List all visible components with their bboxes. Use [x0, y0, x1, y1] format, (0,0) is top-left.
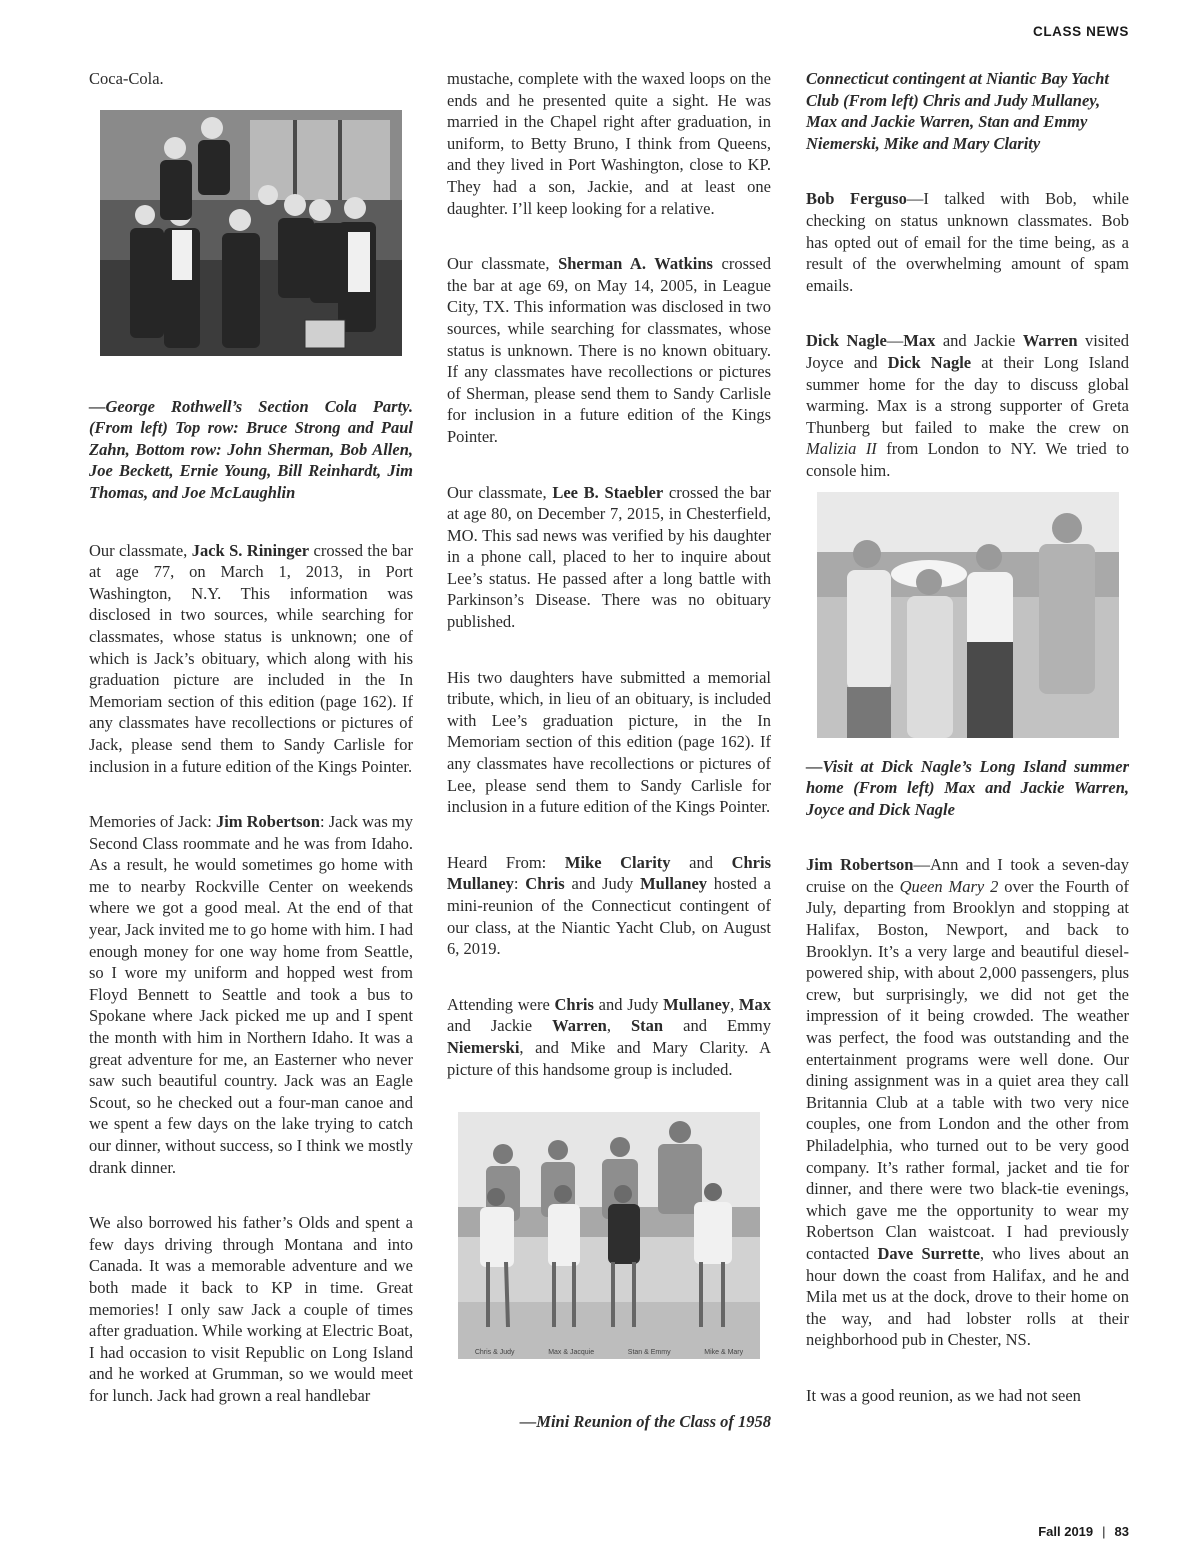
text: and Jackie: [447, 1016, 553, 1036]
reunion-paragraph: It was a good reunion, as we had not seen: [806, 1385, 1081, 1405]
text: Our classmate,: [447, 482, 553, 502]
classmate-name: Max: [738, 994, 771, 1014]
page-number: 83: [1114, 1524, 1129, 1539]
memories-paragraph: [89, 811, 413, 1178]
column-2: [447, 68, 771, 1433]
text: , and Mike and Mary Clarity. A picture of this handsome group is included.: [447, 1037, 771, 1079]
text: —Ann and I took a seven-day cruise on the: [806, 855, 1129, 896]
ferguso-paragraph: [806, 188, 1129, 296]
text: and Jackie: [935, 331, 1023, 351]
rininger-paragraph: [89, 540, 413, 778]
text: Heard From:: [447, 852, 565, 872]
text: hosted a mini-reunion of the Connecticut contingent of our class, at the Niantic Yacht Club, on August 6, 2019.: [447, 874, 771, 959]
text: —: [886, 331, 904, 351]
heard-from-paragraph: [447, 852, 771, 960]
long-island-caption: —Visit at Dick Nagle’s Long Island summer home (From left) Max and Jackie Warren, Joyce and Dick Nagle: [806, 756, 1129, 819]
staebler-paragraph: [447, 482, 771, 633]
text: at their Long Island summer home for the day to discuss global warming. Max is a strong supporter of Greta Thunberg but failed to make the crew on: [806, 352, 1129, 437]
attending-paragraph: [447, 994, 771, 1080]
photo-label: Chris & Judy: [474, 1349, 515, 1357]
mini-reunion-photo-image: [458, 1112, 760, 1359]
classmate-name: Dave Surrette: [877, 1243, 980, 1263]
photo-label: Stan & Emmy: [627, 1349, 671, 1357]
connecticut-caption: Connecticut contingent at Niantic Bay Yacht Club (From left) Chris and Judy Mullaney, Max and Jackie Warren, Stan and Emmy Niemerski, Mike and Mary Clarity: [806, 69, 1109, 153]
classmate-name: Max: [903, 331, 936, 351]
text: Attending were: [447, 994, 555, 1014]
classmate-name: Niemerski: [447, 1037, 520, 1057]
watkins-paragraph: [447, 253, 771, 447]
olds-paragraph: We also borrowed his father’s Olds and spent a few days driving through Montana and into Canada. It was a memorable adventure and we both made it back to KP in time. Great memories! I only saw Jack a couple of times after graduation. While working at Electric Boat, I had occasion to visit Republic on Long Island and he worked at Grumman, so we would meet for lunch. Jack had grown a real handlebar: [89, 1213, 413, 1405]
cola-party-photo-image: [100, 110, 402, 356]
text: from London to NY. We tried to console him.: [806, 439, 1129, 480]
classmate-name: Warren: [1022, 331, 1078, 351]
column-1: [89, 68, 413, 1407]
ship-name: Malizia II: [806, 439, 877, 459]
text: Our classmate,: [89, 540, 192, 560]
classmate-name: Jack S. Rininger: [191, 540, 310, 560]
text: ,: [606, 1016, 631, 1036]
classmate-name: Chris: [525, 874, 565, 894]
text: Our classmate,: [447, 254, 559, 274]
photo-label: Max & Jacquie: [548, 1349, 595, 1357]
classmate-name: Jim Robertson: [806, 855, 914, 875]
classmate-name: Chris: [554, 994, 594, 1014]
classmate-name: Chris Mullaney: [447, 852, 772, 894]
text: Memories of Jack:: [89, 812, 216, 832]
mini-reunion-photo: [458, 1112, 760, 1359]
mustache-paragraph: mustache, complete with the waxed loops on the ends and he presented quite a sight. He was married in the Chapel right after graduation, in uniform, to Betty Bruno, I think from Queens, and they lived in Port Washington, close to KP. They had a son, Jackie, and at least one daughter. I’ll keep looking for a relative.: [447, 69, 771, 218]
classmate-name: Bob Ferguso: [806, 189, 907, 209]
classmate-name: Lee B. Staebler: [552, 482, 664, 502]
issue-label: Fall 2019: [1038, 1524, 1094, 1539]
classmate-name: Mullaney: [663, 994, 731, 1014]
classmate-name: Jim Robertson: [215, 812, 320, 832]
daughters-paragraph: His two daughters have submitted a memorial tribute, which, in lieu of an obituary, is included with Lee’s graduation picture, in the In Memoriam section of this edition (page 162). If any classmates have recollections or pictures of Lee, please send them to Sandy Carlisle for inclusion in a future edition of the Kings Pointer.: [447, 667, 771, 817]
classmate-name: Mike Clarity: [564, 852, 671, 872]
text: crossed the bar at age 77, on March 1, 2013, in Port Washington, N.Y. This information was disclosed in two sources, while searching for classmates, whose status is unknown; one of which is Jack’s obituary, which along with his graduation picture are included in the In Memoriam section of this edition (page 162). If any classmates have recollections or pictures of Jack, please send them to Sandy Carlisle for inclusion in a future edition of the Kings Pointer.: [89, 540, 413, 776]
section-header: CLASS NEWS: [1032, 24, 1129, 39]
page-footer: [1038, 1524, 1129, 1539]
text: and Judy: [593, 994, 664, 1014]
text: —I talked with Bob, while checking on status unknown classmates. Bob has opted out of email for the time being, as a result of the overwhelming amount of spam emails.: [806, 189, 1129, 295]
cola-party-photo: [100, 110, 402, 356]
cola-party-caption: —George Rothwell’s Section Cola Party. (From left) Top row: Bruce Strong and Paul Zahn, Bottom row: John Sherman, Bob Allen, Joe Beckett, Ernie Young, Bill Reinhardt, Jim Thomas, and Joe McLaughlin: [89, 396, 413, 502]
classmate-name: Dick Nagle: [806, 331, 887, 351]
paragraph-continuation: Coca-Cola.: [89, 69, 164, 88]
text: :: [513, 874, 526, 894]
text: over the Fourth of July, departing from Brooklyn and stopping at Halifax, Boston, Newport, and back to Brooklyn. It’s a very large and beautiful diesel-powered ship, with about 2,000 passengers, plus crew, but surprisingly, we did not get the impression of it being crowded. The weather was perfect, the food was outstanding and the entertainment programs were well done. Our dining assignment was in a quiet area they call Britannia Club at a table with two very nice couples, one from London and the other from Philadelphia, who turned out to be very good company. It’s rather formal, jacket and tie for dinner, and there were two black-tie evenings, which gave me the opportunity to wear my Robertson Clan waistcoat. I had previously contacted: [806, 876, 1129, 1263]
ship-name: Queen Mary 2: [899, 876, 999, 896]
photo-label: Mike & Mary: [704, 1349, 744, 1357]
classmate-name: Dick Nagle: [887, 352, 972, 372]
text: crossed the bar at age 80, on December 7, 2015, in Chesterfield, MO. This sad news was verified by his daughter in a phone call, placed to her to inquire about Lee’s status. He passed after a long battle with Parkinson’s Disease. There was no obituary published.: [447, 482, 771, 632]
column-3: [806, 68, 1129, 1407]
text: ,: [730, 994, 739, 1014]
text: visited Joyce and: [806, 331, 1129, 372]
long-island-photo: [817, 492, 1119, 738]
text: and Judy: [564, 874, 641, 894]
mini-reunion-caption: —Mini Reunion of the Class of 1958: [519, 1412, 771, 1432]
photo-labels: [458, 1349, 760, 1356]
text: , who lives about an hour down the coast from Halifax, and he and Mila met us at the dock, drove to their home on the way, and had lobster rolls at their neighborhood pub in Chester, NS.: [806, 1243, 1130, 1350]
text: and Emmy: [663, 1016, 771, 1036]
text: and: [670, 852, 732, 872]
long-island-photo-image: [817, 492, 1119, 738]
cruise-paragraph: [806, 854, 1129, 1351]
classmate-name: Warren: [552, 1016, 607, 1036]
nagle-paragraph: [806, 330, 1129, 481]
classmate-name: Stan: [631, 1016, 664, 1036]
text: : Jack was my Second Class roommate and he was from Idaho. As a result, he would sometimes go home with me to nearby Rockville Center on weekends where we got a good meal. At the end of that year, Jack invited me to go home with him. I had enough money for one way home from Seattle, so I wore my uniform and hopped west from Floyd Bennett to Seattle and took a bus to Spokane where Jack picked me up and I spent the month with him in Northern Idaho. It was a great adventure for me, an Easterner who never saw such beautiful country. Jack was an Eagle Scout, so he checked out a four-man canoe and we spent a few days on the lake trying to catch our dinner, without success, so I think we mostly drank dinner.: [89, 812, 414, 1177]
footer-separator: |: [1102, 1524, 1106, 1539]
classmate-name: Sherman A. Watkins: [558, 254, 713, 274]
text: crossed the bar at age 69, on May 14, 2005, in League City, TX. This information was disclosed in two sources, while searching for classmates, whose status is unknown. There is no known obituary. If any classmates have recollections or pictures of Sherman, please send them to Sandy Carlisle for inclusion in a future edition of the Kings Pointer.: [447, 254, 771, 446]
classmate-name: Mullaney: [640, 874, 708, 894]
